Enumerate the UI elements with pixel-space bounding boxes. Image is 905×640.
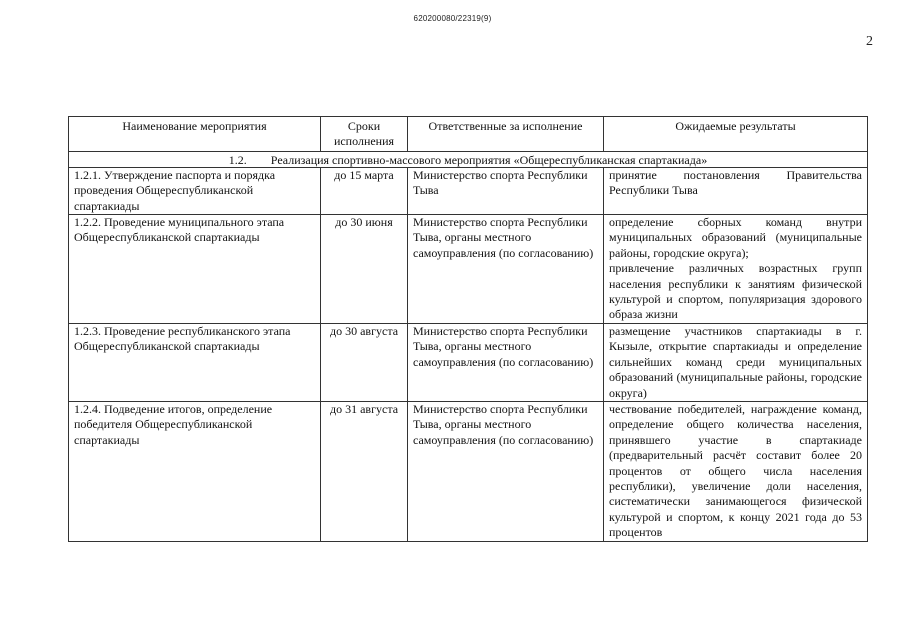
result-cell: чествование победителей, награждение команд, определение общего количества населения, принявшего участие в спартакиаде (предварительный расчёт составит более 20 процентов от общего числа населения республики), увеличение доли населения, систематически занимающегося физической культурой и спортом, к концу 2021 года до 53 процентов <box>604 401 868 541</box>
responsible-cell: Министерство спорта Республики Тыва <box>408 167 604 214</box>
section-title: Реализация спортивно-массового мероприятия «Общереспубликанская спартакиада» <box>270 152 708 167</box>
result-paragraph: определение сборных команд внутри муниципальных образований (муниципальные районы, городские округа); <box>609 215 862 260</box>
event-name-cell: 1.2.1. Утверждение паспорта и порядка проведения Общереспубликанской спартакиады <box>69 167 321 214</box>
result-cell: размещение участников спартакиады в г. Кызыле, открытие спартакиады и определение сильнейших команд среди муниципальных образований (муниципальные районы, городские округа) <box>604 323 868 401</box>
result-cell <box>604 215 868 324</box>
deadline-cell: до 31 августа <box>321 401 408 541</box>
table-row <box>69 323 868 401</box>
section-cell <box>69 151 868 167</box>
deadline-cell: до 15 марта <box>321 167 408 214</box>
responsible-cell: Министерство спорта Республики Тыва, органы местного самоуправления (по согласованию) <box>408 323 604 401</box>
result-paragraph: привлечение различных возрастных групп населения республики к занятиям физической культурой и спортом, популяризация здорового образа жизни <box>609 261 862 322</box>
deadline-cell: до 30 июня <box>321 215 408 324</box>
table-row <box>69 401 868 541</box>
events-table <box>68 116 868 542</box>
header-event-name: Наименование мероприятия <box>69 117 321 152</box>
responsible-cell: Министерство спорта Республики Тыва, органы местного самоуправления (по согласованию) <box>408 215 604 324</box>
deadline-cell: до 30 августа <box>321 323 408 401</box>
event-name-cell: 1.2.2. Проведение муниципального этапа Общереспубликанской спартакиады <box>69 215 321 324</box>
event-name-cell: 1.2.4. Подведение итогов, определение победителя Общереспубликанской спартакиады <box>69 401 321 541</box>
result-cell: принятие постановления Правительства Республики Тыва <box>604 167 868 214</box>
table-row <box>69 167 868 214</box>
responsible-cell: Министерство спорта Республики Тыва, органы местного самоуправления (по согласованию) <box>408 401 604 541</box>
event-name-cell: 1.2.3. Проведение республиканского этапа Общереспубликанской спартакиады <box>69 323 321 401</box>
table-header-row <box>69 117 868 152</box>
table-row <box>69 215 868 324</box>
document-id: 620200080/22319(9) <box>413 14 492 23</box>
header-expected-results: Ожидаемые результаты <box>604 117 868 152</box>
section-row <box>69 151 868 167</box>
header-responsible: Ответственные за исполнение <box>408 117 604 152</box>
page-number: 2 <box>866 34 873 49</box>
header-deadline: Сроки исполнения <box>321 117 408 152</box>
section-number: 1.2. <box>228 152 247 167</box>
